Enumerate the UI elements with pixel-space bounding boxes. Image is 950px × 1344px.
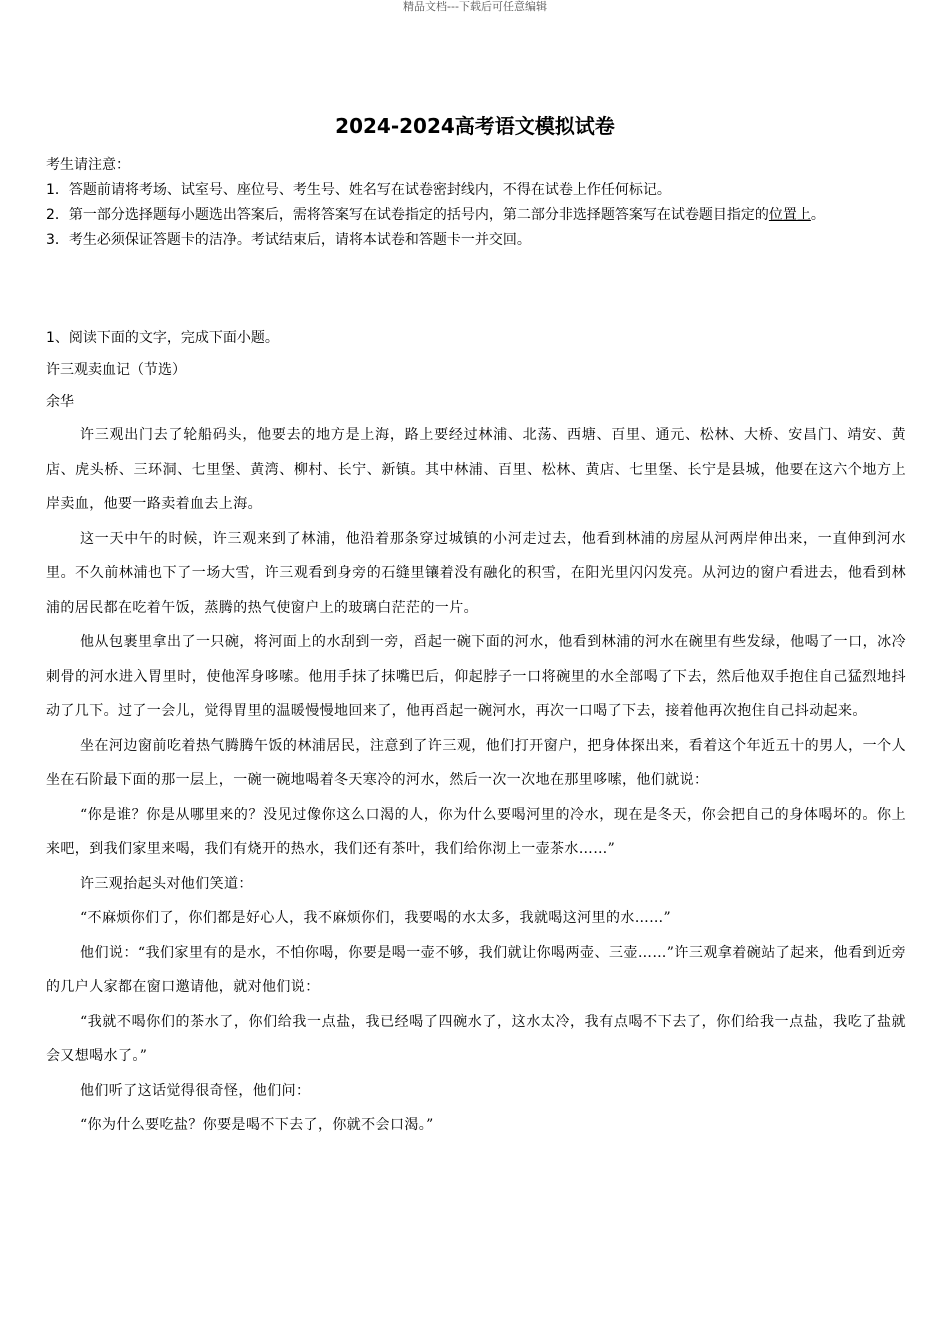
notice-item-1: 1．答题前请将考场、试室号、座位号、考生号、姓名写在试卷密封线内，不得在试卷上作任何标记。 <box>46 182 671 198</box>
passage-paragraph: 坐在河边窗前吃着热气腾腾午饭的林浦居民，注意到了许三观，他们打开窗户，把身体探出来，看着这个年近五十的男人，一个人坐在石阶最下面的那一层上，一碗一碗地喝着冬天寒冷的河水，然后一次一次地在那里哆嗦，他们就说： <box>46 737 906 788</box>
exam-notice <box>46 153 906 253</box>
passage-paragraph: “不麻烦你们了，你们都是好心人，我不麻烦你们，我要喝的水太多，我就喝这河里的水……” <box>80 910 672 926</box>
passage-paragraph: 这一天中午的时候，许三观来到了林浦，他沿着那条穿过城镇的小河走过去，他看到林浦的房屋从河两岸伸出来，一直伸到河水里。不久前林浦也下了一场大雪，许三观看到身旁的石缝里镶着没有融化的积雪，在阳光里闪闪发亮。从河边的窗户看进去，他看到林浦的居民都在吃着午饭，蒸腾的热气使窗户上的玻璃白茫茫的一片。 <box>46 530 906 616</box>
passage-title: 许三观卖血记（节选） <box>46 362 186 378</box>
page-header-note: 精品文档---下载后可任意编辑 <box>403 0 547 13</box>
notice-heading: 考生请注意： <box>46 157 130 173</box>
notice-item-2-underlined: 位置上 <box>768 207 811 223</box>
passage-author: 余华 <box>46 394 74 410</box>
passage-paragraph: “你是谁？你是从哪里来的？没见过像你这么口渴的人，你为什么要喝河里的冷水，现在是冬天，你会把自己的身体喝坏的。你上来吧，到我们家里来喝，我们有烧开的热水，我们还有茶叶，我们给你沏上一壶茶水……” <box>46 806 906 857</box>
notice-item-2-end: 。 <box>810 207 825 223</box>
question-prompt: 1、阅读下面的文字，完成下面小题。 <box>46 330 279 346</box>
notice-item-2-text: 2．第一部分选择题每小题选出答案后，需将答案写在试卷指定的括号内，第二部分非选择题答案写在试卷题目指定的 <box>46 207 769 223</box>
exam-title: 2024-2024高考语文模拟试卷 <box>335 114 615 138</box>
passage-paragraph: 许三观抬起头对他们笑道： <box>80 875 253 892</box>
passage-paragraph: “你为什么要吃盐？你要是喝不下去了，你就不会口渴。” <box>80 1117 434 1133</box>
passage-paragraph: “我就不喝你们的茶水了，你们给我一点盐，我已经喝了四碗水了，这水太冷，我有点喝不下去了，你们给我一点盐，我吃了盐就会又想喝水了。” <box>46 1013 906 1064</box>
notice-item-2 <box>46 203 906 228</box>
passage-paragraph: 他从包裹里拿出了一只碗，将河面上的水刮到一旁，舀起一碗下面的河水，他看到林浦的河水在碗里有些发绿，他喝了一口，冰冷刺骨的河水进入胃里时，使他浑身哆嗦。他用手抹了抹嘴巴后，仰起脖子一口将碗里的水全部喝了下去，然后他双手抱住自己猛烈地抖动了几下。过了一会儿，觉得胃里的温暖慢慢地回来了，他再舀起一碗河水，再次一口喝了下去，接着他再次抱住自己抖动起来。 <box>46 634 906 719</box>
passage-paragraph: 他们说：“我们家里有的是水，不怕你喝，你要是喝一壶不够，我们就让你喝两壶、三壶……”许三观拿着碗站了起来，他看到近旁的几户人家都在窗口邀请他，就对他们说： <box>46 944 906 995</box>
reading-question <box>46 322 906 1143</box>
passage-paragraph: 他们听了这话觉得很奇怪，他们问： <box>80 1082 311 1099</box>
passage-paragraph: 许三观出门去了轮船码头，他要去的地方是上海，路上要经过林浦、北荡、西塘、百里、通元、松林、大桥、安昌门、靖安、黄店、虎头桥、三环洞、七里堡、黄湾、柳村、长宁、新镇。其中林浦、百里、松林、黄店、七里堡、长宁是县城，他要在这六个地方上岸卖血，他要一路卖着血去上海。 <box>46 427 906 512</box>
notice-item-3: 3．考生必须保证答题卡的洁净。考试结束后，请将本试卷和答题卡一并交回。 <box>46 232 531 248</box>
